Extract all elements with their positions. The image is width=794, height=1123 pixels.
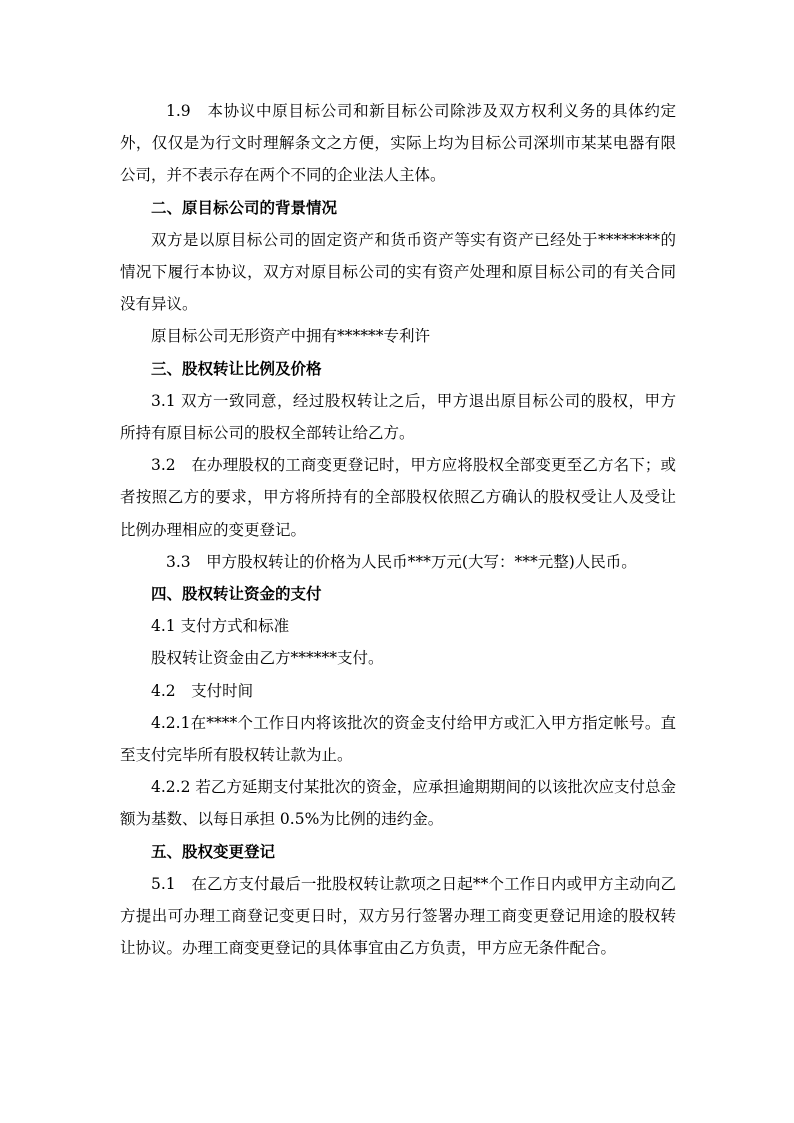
paragraph-4-2-1: 4.2.1在****个工作日内将该批次的资金支付给甲方或汇入甲方指定帐号。直至支付完毕所有股权转让款为止。 [120,713,676,765]
paragraph-5-1: 5.1 在乙方支付最后一批股权转让款项之日起**个工作日内或甲方主动向乙方提出可办理工商登记变更日时，双方另行签署办理工商变更登记用途的股权转让协议。办理工商变更登记的具体事宜由乙方负责，甲方应无条件配合。 [120,874,676,958]
section-heading-3: 三、股权转让比例及价格 [151,358,322,378]
paragraph-1-9: 1.9 本协议中原目标公司和新目标公司除涉及双方权利义务的具体约定外，仅仅是为行文时理解条文之方便，实际上均为目标公司深圳市某某电器有限公司，并不表示存在两个不同的企业法人主体。 [120,102,676,185]
section-heading-4: 四、股权转让资金的支付 [151,584,322,604]
document-body [120,95,676,964]
section-heading-5: 五、股权变更登记 [151,841,276,861]
paragraph-4-1: 4.1 支付方式和标准 [151,617,290,636]
paragraph-3-3: 3.3 甲方股权转让的价格为人民币***万元(大写：***元整)人民币。 [166,552,637,571]
paragraph-3-2: 3.2 在办理股权的工商变更登记时，甲方应将股权全部变更至乙方名下；或者按照乙方的要求，甲方将所持有的全部股权依照乙方确认的股权受让人及受让比例办理相应的变更登记。 [120,456,676,539]
section-heading-2: 二、原目标公司的背景情况 [151,197,338,217]
paragraph-payment-source: 股权转让资金由乙方******支付。 [151,649,384,668]
paragraph-4-2-2: 4.2.2 若乙方延期支付某批次的资金，应承担逾期期间的以该批次应支付总金额为基数、以每日承担 0.5%为比例的违约金。 [120,778,676,829]
paragraph-3-1: 3.1 双方一致同意，经过股权转让之后，甲方退出原目标公司的股权，甲方所持有原目标公司的股权全部转让给乙方。 [120,391,676,443]
paragraph-background: 双方是以原目标公司的固定资产和货币资产等实有资产已经处于********的情况下履行本协议，双方对原目标公司的实有资产处理和原目标公司的有关合同没有异议。 [120,230,676,314]
paragraph-4-2: 4.2 支付时间 [151,681,254,700]
paragraph-intangible-assets: 原目标公司无形资产中拥有******专利许 [151,327,431,346]
